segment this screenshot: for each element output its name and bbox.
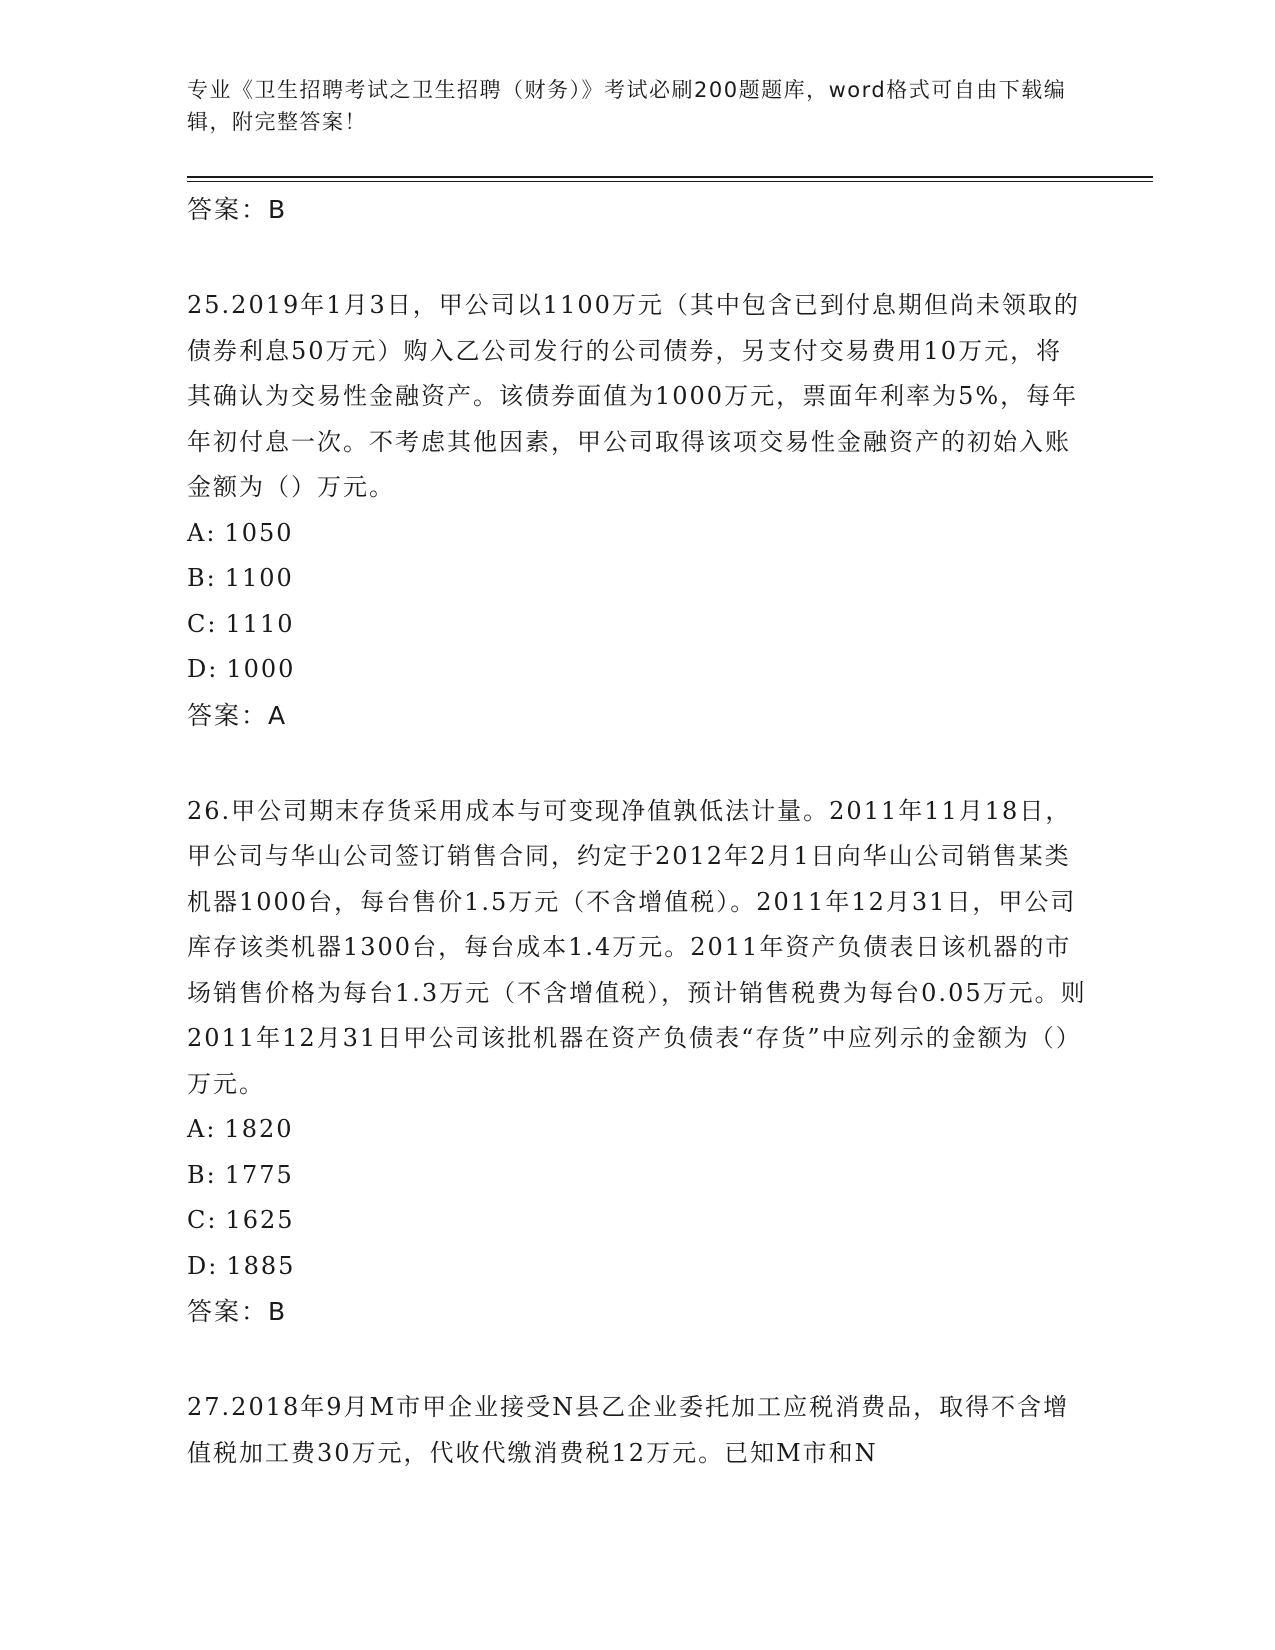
spacer (187, 739, 1087, 789)
option-key: C: (187, 609, 218, 638)
option-b (187, 1153, 1087, 1199)
option-value: 1885 (226, 1251, 296, 1280)
option-a (187, 511, 1087, 557)
spacer (187, 1335, 1087, 1385)
option-key: B: (187, 564, 217, 592)
option-a (187, 1107, 1087, 1153)
header-divider-thin (187, 181, 1153, 182)
option-value: 1625 (225, 1206, 295, 1234)
option-value: 1820 (224, 1115, 294, 1143)
option-key: A: (187, 1115, 217, 1143)
question-block (187, 789, 1087, 1336)
option-d (187, 1244, 1087, 1290)
question-stem: 25.2019年1月3日，甲公司以1100万元（其中包含已到付息期但尚未领取的债券利息50万元）购入乙公司发行的公司债券，另支付交易费用10万元，将其确认为交易性金融资产。该债券面值为1000万元，票面年利率为5%，每年年初付息一次。不考虑其他因素，甲公司取得该项交易性金融资产的初始入账金额为（）万元。 (187, 291, 1080, 501)
spacer (187, 233, 1087, 283)
question-list (187, 187, 1087, 1476)
option-b (187, 556, 1087, 602)
option-key: A: (187, 518, 217, 547)
option-c (187, 1198, 1087, 1244)
question-stem: 26.甲公司期末存货采用成本与可变现净值孰低法计量。2011年11月18日，甲公司与华山公司签订销售合同，约定于2012年2月1日向华山公司销售某类机器1000台，每台售价1.5万元（不含增值税）。2011年12月31日，甲公司库存该类机器1300台，每台成本1.4万元。2011年资产负债表日该机器的市场销售价格为每台1.3万元（不含增值税），预计销售税费为每台0.05万元。则2011年12月31日甲公司该批机器在资产负债表“存货”中应列示的金额为（）万元。 (187, 796, 1087, 1098)
option-key: B: (187, 1160, 217, 1189)
previous-answer: 答案：B (187, 195, 288, 224)
question-answer: 答案：B (187, 1297, 288, 1326)
question-block (187, 283, 1087, 739)
header-divider-thick (187, 176, 1153, 178)
option-value: 1050 (224, 518, 294, 547)
question-block (187, 1385, 1087, 1476)
question-stem: 27.2018年9月M市甲企业接受N县乙企业委托加工应税消费品，取得不含增值税加工费30万元，代收代缴消费税12万元。已知M市和N (187, 1393, 1070, 1467)
option-key: D: (187, 1251, 219, 1280)
page-header: 专业《卫生招聘考试之卫生招聘（财务）》考试必刷200题题库，word格式可自由下载编辑，附完整答案！ (187, 78, 1067, 134)
option-value: 1775 (224, 1160, 294, 1189)
option-d (187, 647, 1087, 693)
option-value: 1000 (226, 655, 296, 683)
option-value: 1110 (225, 609, 295, 638)
option-key: D: (187, 655, 219, 683)
option-key: C: (187, 1206, 218, 1234)
question-answer: 答案：A (187, 700, 288, 730)
option-c (187, 602, 1087, 648)
option-value: 1100 (224, 564, 294, 592)
